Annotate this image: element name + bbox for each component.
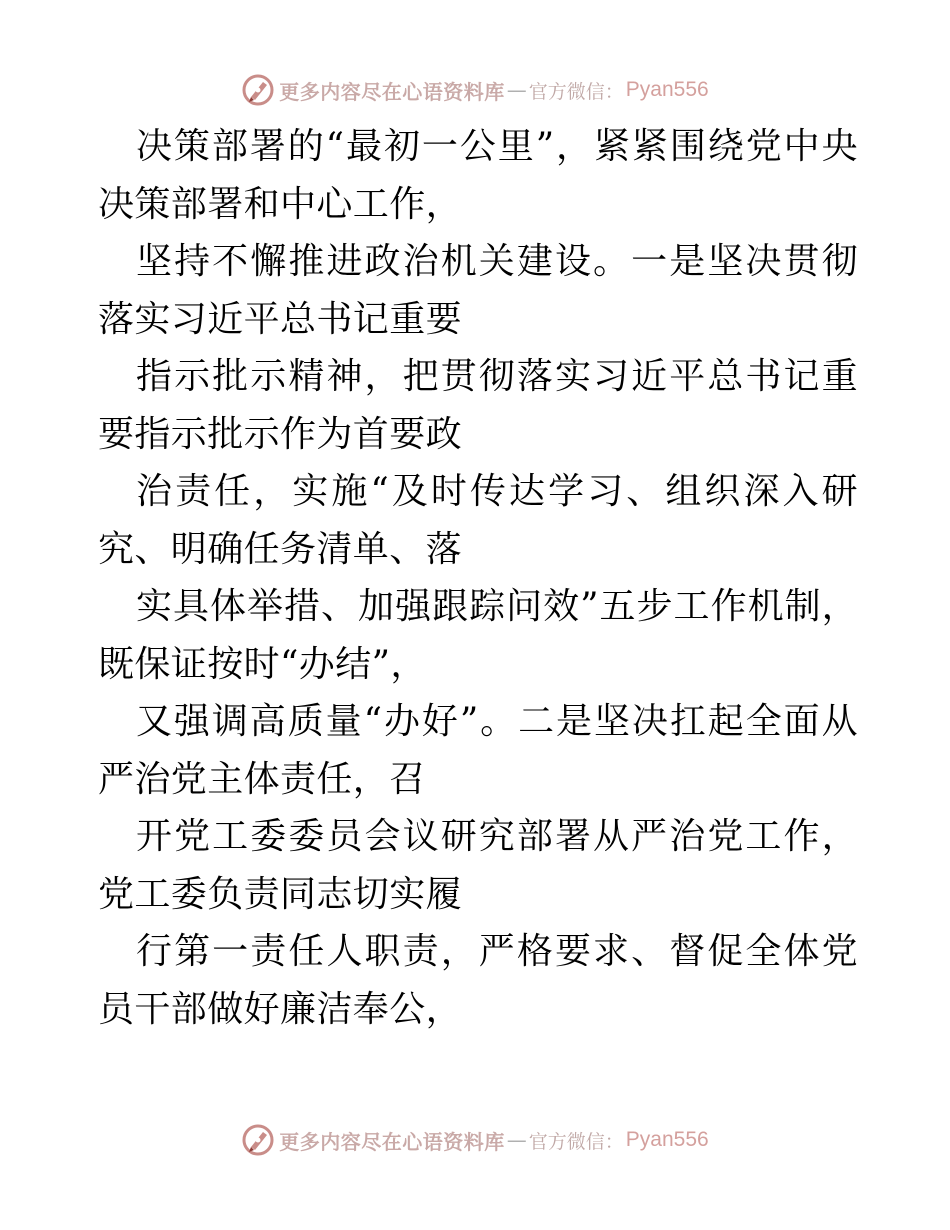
paragraph: 又强调高质量“办好”。二是坚决扛起全面从严治党主体责任，召 [98, 701, 858, 800]
paragraph: 坚持不懈推进政治机关建设。一是坚决贯彻落实习近平总书记重要 [98, 241, 858, 340]
watermark-official-label: 官方微信： [528, 1130, 624, 1153]
paragraph: 行第一责任人职责，严格要求、督促全体党员干部做好廉洁奉公， [98, 931, 858, 1030]
watermark-dash: — [506, 1128, 527, 1152]
paragraph: 决策部署的“最初一公里”，紧紧围绕党中央决策部署和中心工作， [98, 126, 858, 225]
pen-logo-icon [241, 73, 275, 107]
watermark-main-text: 更多内容尽在心语资料库 [279, 1129, 505, 1154]
watermark-wechat-id: Pyan556 [625, 78, 709, 101]
watermark-main-text: 更多内容尽在心语资料库 [279, 79, 505, 104]
paragraph: 指示批示精神，把贯彻落实习近平总书记重要指示批示作为首要政 [98, 356, 858, 455]
paragraph: 治责任，实施“及时传达学习、组织深入研究、明确任务清单、落 [98, 471, 858, 570]
pen-logo-icon [241, 1123, 275, 1157]
watermark-dash: — [506, 78, 527, 102]
watermark-official-label: 官方微信： [528, 80, 624, 103]
document-body [98, 118, 858, 1038]
paragraph: 实具体举措、加强跟踪问效”五步工作机制，既保证按时“办结”， [98, 586, 858, 685]
paragraph: 开党工委委员会议研究部署从严治党工作，党工委负责同志切实履 [98, 816, 858, 915]
watermark-footer [0, 1120, 950, 1160]
watermark-wechat-id: Pyan556 [625, 1128, 709, 1151]
watermark-header [0, 70, 950, 110]
